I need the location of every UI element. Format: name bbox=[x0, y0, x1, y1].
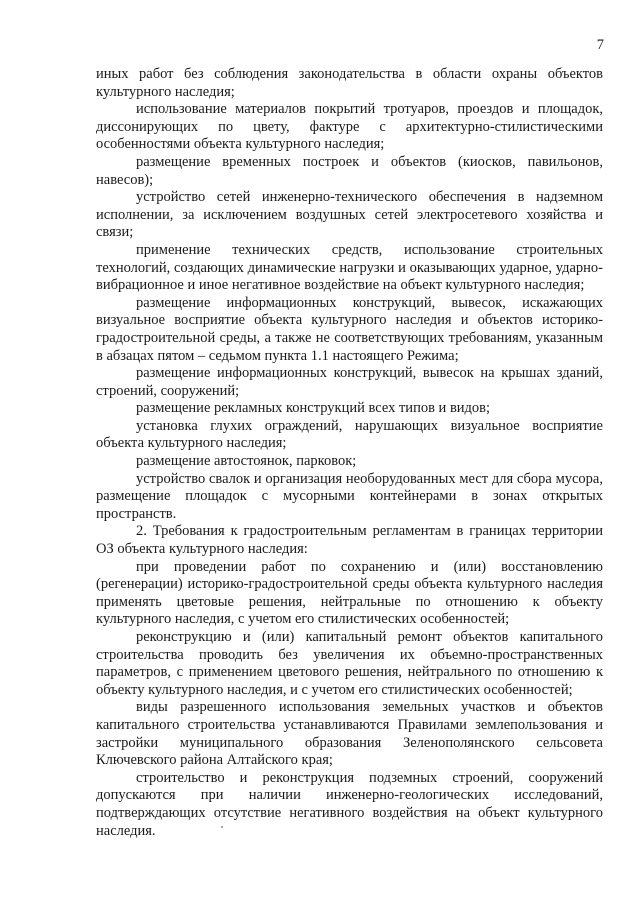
paragraph-utility-networks: устройство сетей инженерно-технического обеспечения в надземном исполнении, за исключением воздушных сетей электросетевого хозяйства и связи; bbox=[96, 189, 603, 241]
paragraph-permitted-use: виды разрешенного использования земельных участков и объектов капитального строительства устанавливаются Правилами землепользования и застройки муниципального образования Зеленополянского сельсовета Ключевского района Алтайского края; bbox=[96, 699, 603, 769]
paragraph-dumps: устройство свалок и организация необорудованных мест для сбора мусора, размещение площадок с мусорными контейнерами в зонах открытых пространств. bbox=[96, 470, 603, 522]
paragraph-sidewalk-materials: использование материалов покрытий тротуаров, проездов и площадок, диссонирующих по цвету, фактуре с архитектурно-стилистическими особенностями объекта культурного наследия; bbox=[96, 101, 603, 153]
paragraph-temporary-structures: размещение временных построек и объектов (киосков, павильонов, навесов); bbox=[96, 153, 603, 188]
paragraph-technical-means: применение технических средств, использование строительных технологий, создающих динамические нагрузки и оказывающих ударное, ударно-вибрационное и иное негативное воздействие на объект культурного наследия; bbox=[96, 241, 603, 294]
paragraph-parking: размещение автостоянок, парковок; bbox=[136, 453, 357, 470]
document-body bbox=[96, 66, 603, 840]
paragraph-blind-fences: установка глухих ограждений, нарушающих визуальное восприятие объекта культурного наследия; bbox=[96, 417, 603, 452]
paragraph-reconstruction: реконструкцию и (или) капитальный ремонт объектов капитального строительства проводить без увеличения их объемно-пространственных параметров, с применением цветового решения, нейтрального по отношению к объекту культурного наследия, и с учетом его стилистических особенностей; bbox=[96, 629, 603, 698]
paragraph-advertising: размещение рекламных конструкций всех типов и видов; bbox=[136, 400, 491, 417]
paragraph-section-2-heading: 2. Требования к градостроительным регламентам в границах территории ОЗ объекта культурного наследия: bbox=[96, 523, 603, 558]
scan-artifact-dot bbox=[221, 826, 223, 828]
page-number: 7 bbox=[596, 37, 604, 53]
paragraph-color-solutions: при проведении работ по сохранению и (или) восстановлению (регенерации) историко-градостроительной среды объекта культурного наследия применять цветовые решения, нейтральные по отношению к объекту культурного наследия, с учетом его стилистических особенностей; bbox=[96, 558, 603, 628]
paragraph-continuation: иных работ без соблюдения законодательства в области охраны объектов культурного наследия; bbox=[96, 66, 603, 100]
paragraph-underground-construction: строительство и реконструкция подземных строений, сооружений допускаются при наличии инженерно-геологических исследований, подтверждающих отсутствие негативного воздействия на объект культурного наследия. bbox=[96, 769, 603, 839]
paragraph-information-structures: размещение информационных конструкций, вывесок, искажающих визуальное восприятие объекта культурного наследия и объектов историко-градостроительной среды, а также не соответствующих требованиям, указанным в абзацах пятом – седьмом пункта 1.1 настоящего Режима; bbox=[96, 294, 603, 364]
paragraph-rooftop-signs: размещение информационных конструкций, вывесок на крышах зданий, строений, сооружений; bbox=[96, 365, 603, 399]
